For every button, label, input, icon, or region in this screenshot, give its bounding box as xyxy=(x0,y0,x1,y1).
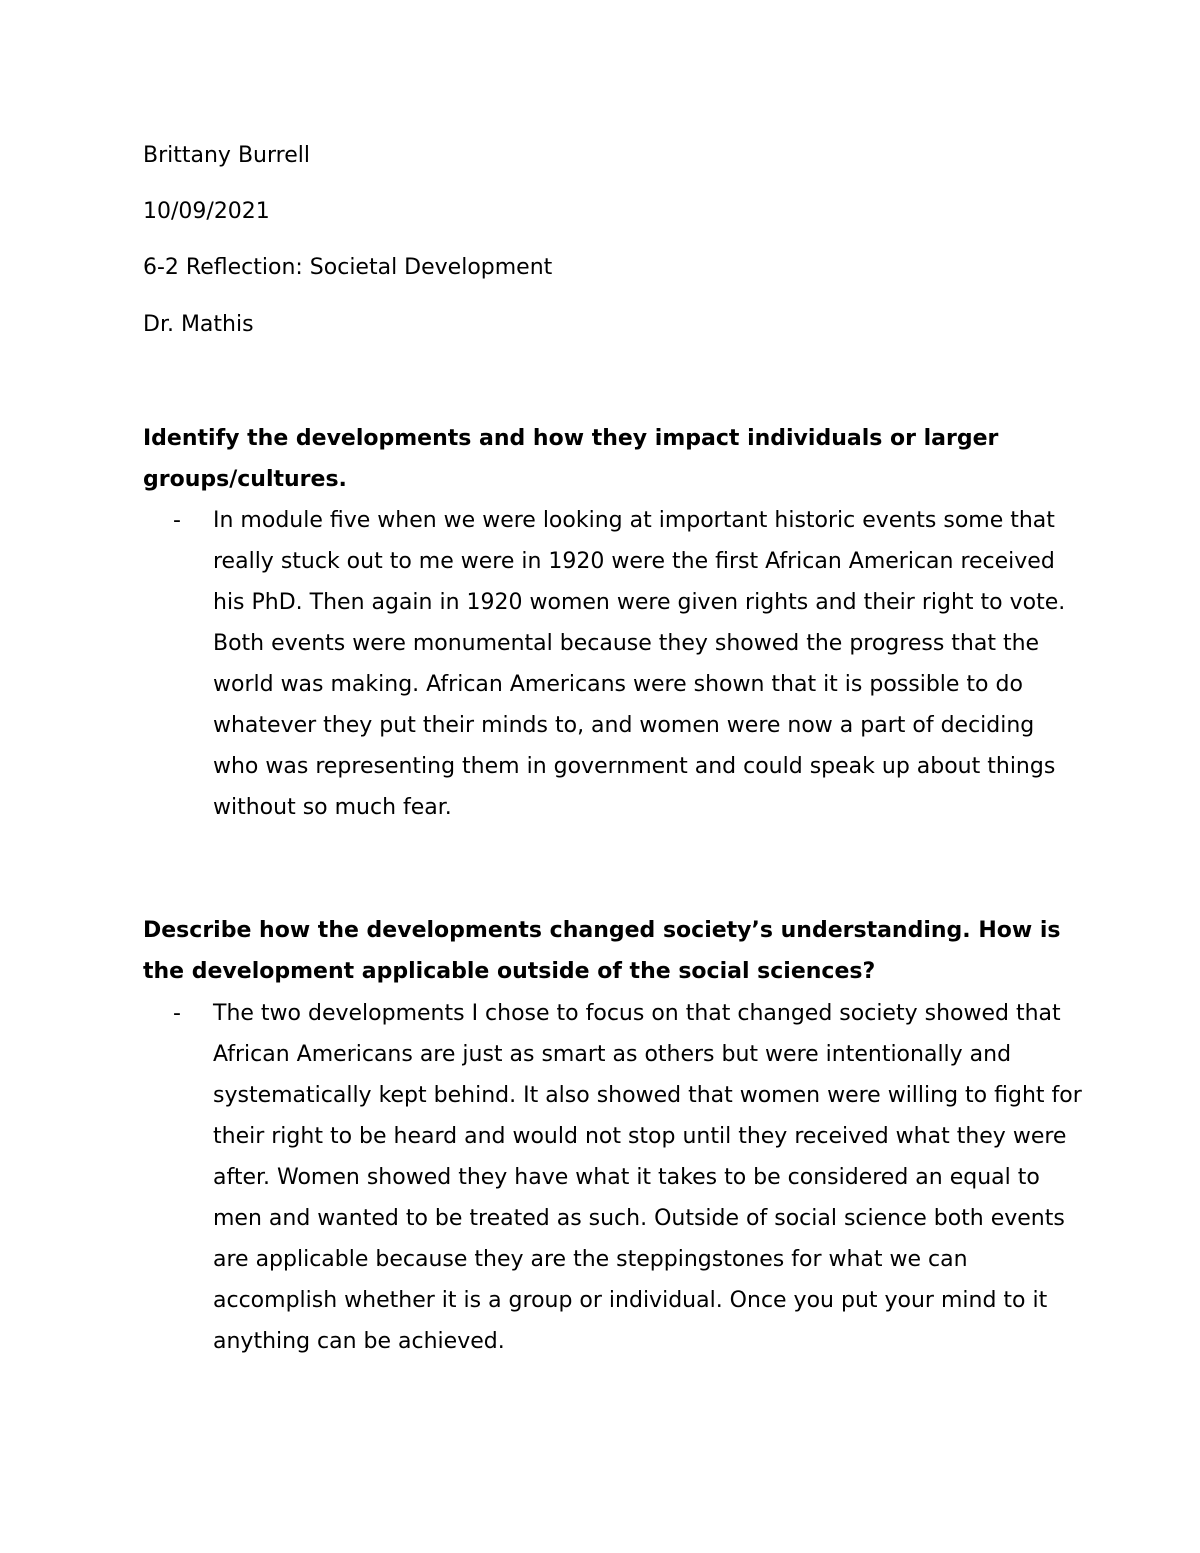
bullet-text-2: The two developments I chose to focus on that changed society showed that African Americans are just as smart as others but were intentionally and systematically kept behind. It also showed that women were willing to fight for their right to be heard and would not stop until they received what they were after. Women showed they have what it takes to be considered an equal to men and wanted to be treated as such. Outside of social science both events are applicable because they are the steppingstones for what we can accomplish whether it is a group or individual. Once you put your mind to it anything can be achieved. xyxy=(213,1001,1082,1354)
section-heading-2: Describe how the developments changed society’s understanding. How is the development applicable outside of the social sciences? xyxy=(143,918,1061,984)
bullet-text-1: In module five when we were looking at important historic events some that really stuck out to me were in 1920 were the first African American received his PhD. Then again in 1920 women were given rights and their right to vote. Both events were monumental because they showed the progress that the world was making. African Americans were shown that it is possible to do whatever they put their minds to, and women were now a part of deciding who was representing them in government and could speak up about things without so much fear. xyxy=(213,508,1066,820)
bullet-marker: - xyxy=(173,508,181,533)
bullet-item-1 xyxy=(143,500,1083,828)
bullet-marker: - xyxy=(173,1001,181,1026)
assignment-title: 6-2 Reflection: Societal Development xyxy=(143,255,553,280)
instructor-name: Dr. Mathis xyxy=(143,312,254,337)
section-heading-1: Identify the developments and how they impact individuals or larger groups/cultures. xyxy=(143,426,999,492)
bullet-item-2 xyxy=(143,993,1083,1362)
document-date: 10/09/2021 xyxy=(143,199,270,224)
author-name: Brittany Burrell xyxy=(143,143,310,168)
